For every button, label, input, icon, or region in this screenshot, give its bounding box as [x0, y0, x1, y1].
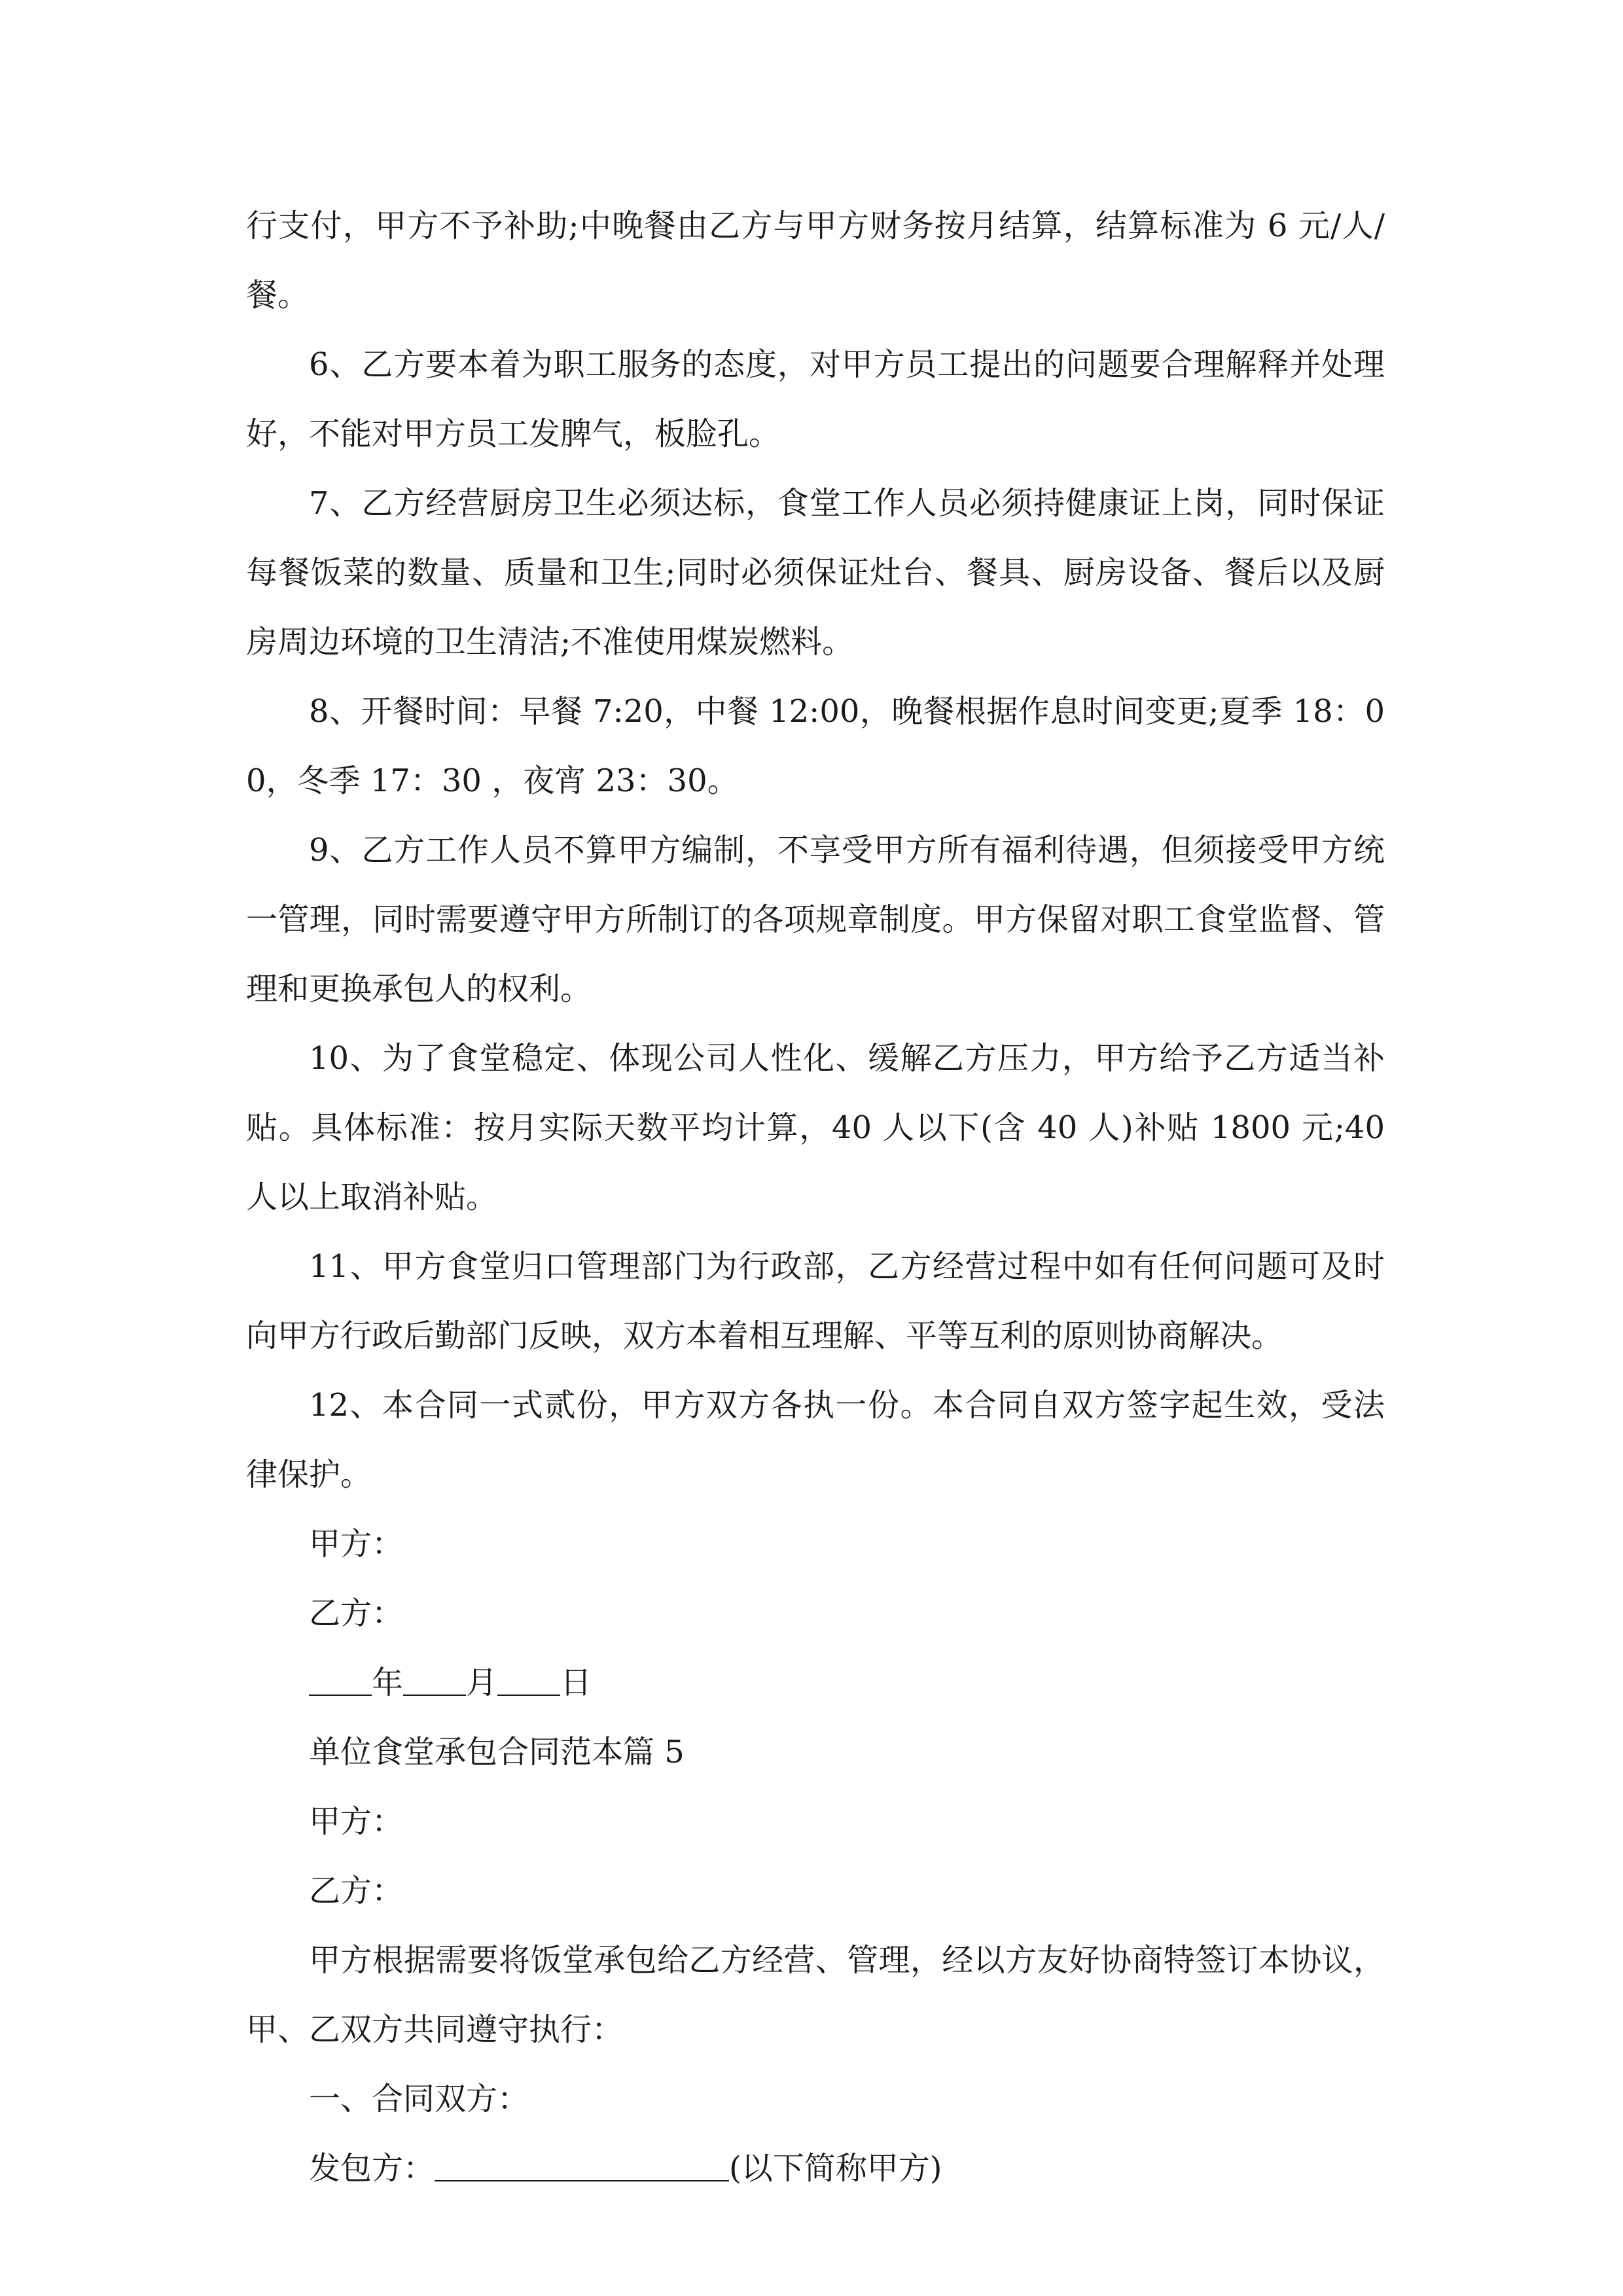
month-label: 月: [466, 1664, 498, 1701]
day-blank: [497, 1668, 560, 1696]
signature-party-b: 乙方：: [309, 1595, 404, 1632]
signature-date: [246, 1648, 1385, 1717]
section-heading-parties: 一、合同双方：: [309, 2081, 529, 2117]
contractor-line: [246, 2134, 1385, 2203]
contractor-suffix: (以下简称甲方): [729, 2150, 942, 2187]
year-blank: [309, 1668, 372, 1696]
section-party-b: 乙方：: [309, 1873, 404, 1909]
section-title: 单位食堂承包合同范本篇 5: [309, 1734, 685, 1770]
paragraph-payment-continuation: 行支付，甲方不予补助;中晚餐由乙方与甲方财务按月结算，结算标准为 6 元/人/餐。: [246, 207, 1385, 314]
year-label: 年: [372, 1664, 404, 1701]
section-party-a: 甲方：: [309, 1803, 404, 1840]
signature-party-a: 甲方：: [309, 1526, 404, 1562]
clause-11: 11、甲方食堂归口管理部门为行政部，乙方经营过程中如有任何问题可及时向甲方行政后勤部门反映，双方本着相互理解、平等互利的原则协商解决。: [246, 1248, 1385, 1354]
clause-8: 8、开餐时间：早餐 7:20，中餐 12:00，晚餐根据作息时间变更;夏季 18：00，冬季 17：30 ，夜宵 23：30。: [246, 693, 1385, 799]
clause-7: 7、乙方经营厨房卫生必须达标，食堂工作人员必须持健康证上岗，同时保证每餐饭菜的数量、质量和卫生;同时必须保证灶台、餐具、厨房设备、餐后以及厨房周边环境的卫生清洁;不准使用煤炭燃料。: [246, 485, 1385, 660]
clause-12: 12、本合同一式贰份，甲方双方各执一份。本合同自双方签字起生效，受法律保护。: [246, 1387, 1385, 1493]
clause-10: 10、为了食堂稳定、体现公司人性化、缓解乙方压力，甲方给予乙方适当补贴。具体标准：按月实际天数平均计算，40 人以下(含 40 人)补贴 1800 元;40 人以上取消补贴。: [246, 1040, 1385, 1215]
contractor-label: 发包方：: [309, 2150, 435, 2187]
clause-9: 9、乙方工作人员不算甲方编制，不享受甲方所有福利待遇，但须接受甲方统一管理，同时需要遵守甲方所制订的各项规章制度。甲方保留对职工食堂监督、管理和更换承包人的权利。: [246, 832, 1385, 1007]
month-blank: [403, 1668, 466, 1696]
document-body: [246, 191, 1385, 2203]
contractor-blank: [435, 2154, 729, 2181]
section-intro: 甲方根据需要将饭堂承包给乙方经营、管理，经以方友好协商特签订本协议，甲、乙双方共同遵守执行：: [246, 1942, 1385, 2048]
day-label: 日: [560, 1664, 592, 1701]
clause-6: 6、乙方要本着为职工服务的态度，对甲方员工提出的问题要合理解释并处理好，不能对甲方员工发脾气，板脸孔。: [246, 346, 1385, 452]
